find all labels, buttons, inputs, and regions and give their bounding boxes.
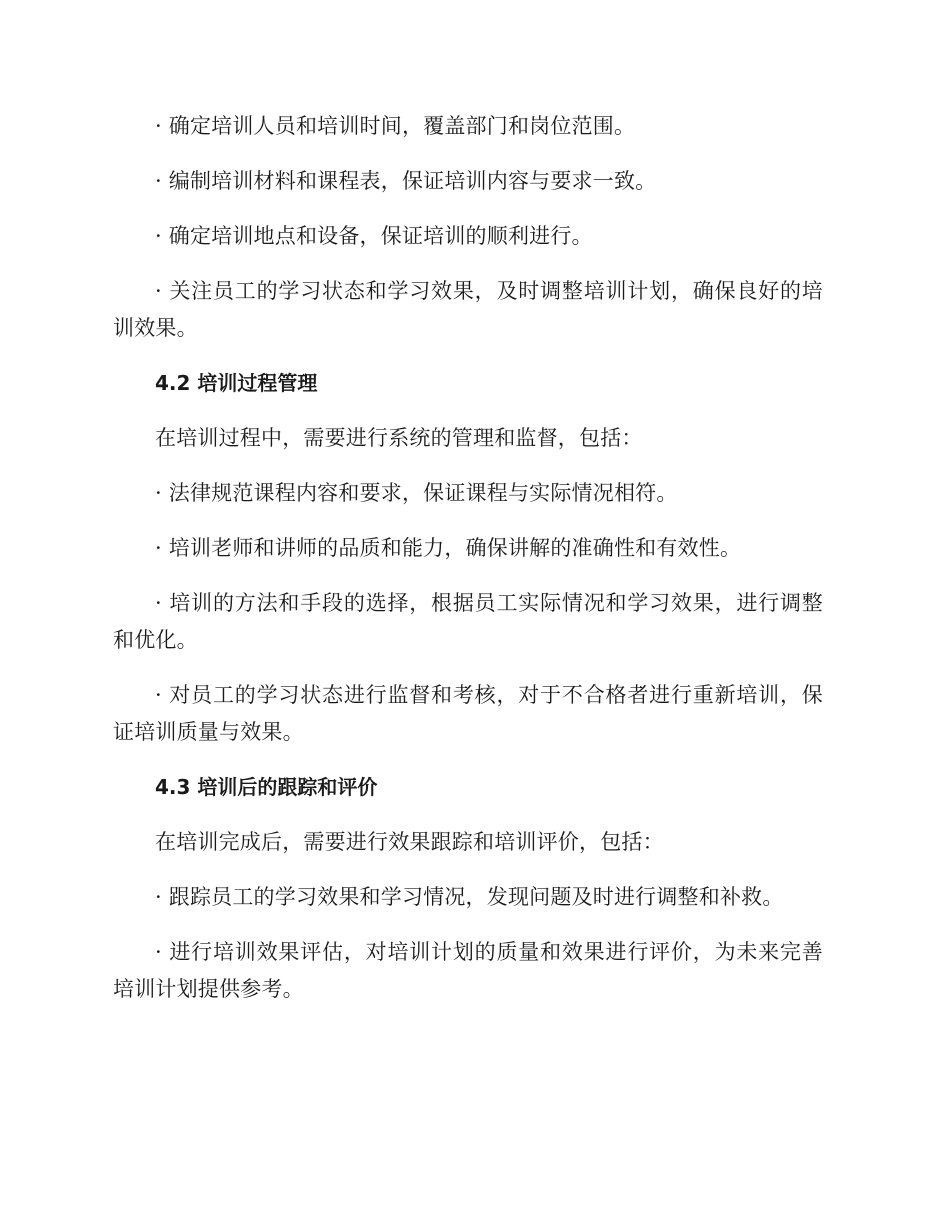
- section-heading: 4.3 培训后的跟踪和评价: [155, 775, 378, 799]
- bullet-item: · 对员工的学习状态进行监督和考核，对于不合格者进行重新培训，保证培训质量与效果。: [113, 683, 823, 744]
- intro-paragraph: 在培训过程中，需要进行系统的管理和监督，包括：: [155, 426, 643, 450]
- section-heading: 4.2 培训过程管理: [155, 371, 318, 395]
- bullet-item: · 培训老师和讲师的品质和能力，确保讲解的准确性和有效性。: [155, 536, 742, 560]
- bullet-item: · 编制培训材料和课程表，保证培训内容与要求一致。: [155, 169, 657, 193]
- bullet-item: · 关注员工的学习状态和学习效果，及时调整培训计划，确保良好的培训效果。: [113, 279, 823, 340]
- bullet-item: · 跟踪员工的学习效果和学习情况，发现问题及时进行调整和补救。: [155, 885, 784, 909]
- bullet-item: · 确定培训地点和设备，保证培训的顺利进行。: [155, 224, 593, 248]
- bullet-item: · 法律规范课程内容和要求，保证课程与实际情况相符。: [155, 481, 678, 505]
- intro-paragraph: 在培训完成后，需要进行效果跟踪和培训评价，包括：: [155, 830, 664, 854]
- document-page: [113, 108, 823, 1026]
- bullet-item: · 进行培训效果评估，对培训计划的质量和效果进行评价，为未来完善培训计划提供参考。: [113, 940, 823, 1001]
- bullet-item: · 确定培训人员和培训时间，覆盖部门和岗位范围。: [155, 114, 636, 138]
- bullet-item: · 培训的方法和手段的选择，根据员工实际情况和学习效果，进行调整和优化。: [113, 591, 823, 652]
